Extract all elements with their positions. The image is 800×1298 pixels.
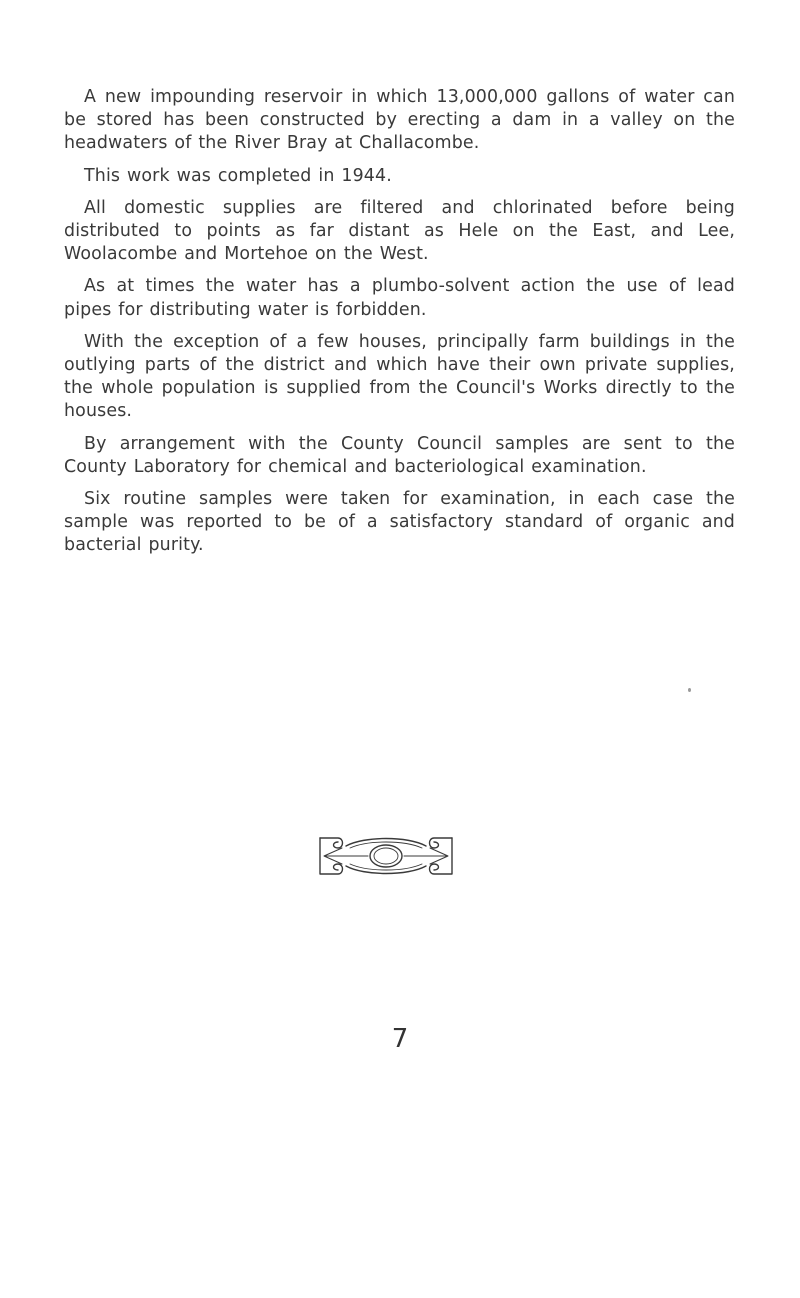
- paragraph-supplies: All domestic supplies are filtered and chlorinated before being distributed to points as far distant as Hele on the East, and Lee, Woolacombe and Mortehoe on the West.: [64, 197, 735, 265]
- scroll-ornament-icon: [316, 834, 456, 878]
- paragraph-reservoir: A new impounding reservoir in which 13,000,000 gallons of water can be stored has been constructed by erecting a dam in a valley on the headwaters of the River Bray at Challacombe.: [64, 87, 735, 154]
- body-text: [64, 86, 735, 567]
- paragraph-lead-pipes: As at times the water has a plumbo-solvent action the use of lead pipes for distributing water is forbidden.: [64, 276, 735, 320]
- paragraph-laboratory: By arrangement with the County Council samples are sent to the County Laboratory for chemical and bacteriological examination.: [64, 433, 735, 477]
- paragraph-completion: This work was completed in 1944.: [84, 165, 392, 186]
- print-speck: [688, 688, 691, 692]
- paragraph-samples: Six routine samples were taken for examination, in each case the sample was reported to be of a satisfactory standard of organic and bacterial purity.: [64, 489, 735, 556]
- paragraph-population: With the exception of a few houses, principally farm buildings in the outlying parts of the district and which have their own private supplies, the whole population is supplied from the Council's Works directly to the houses.: [64, 331, 735, 422]
- page-number: 7: [391, 1024, 409, 1054]
